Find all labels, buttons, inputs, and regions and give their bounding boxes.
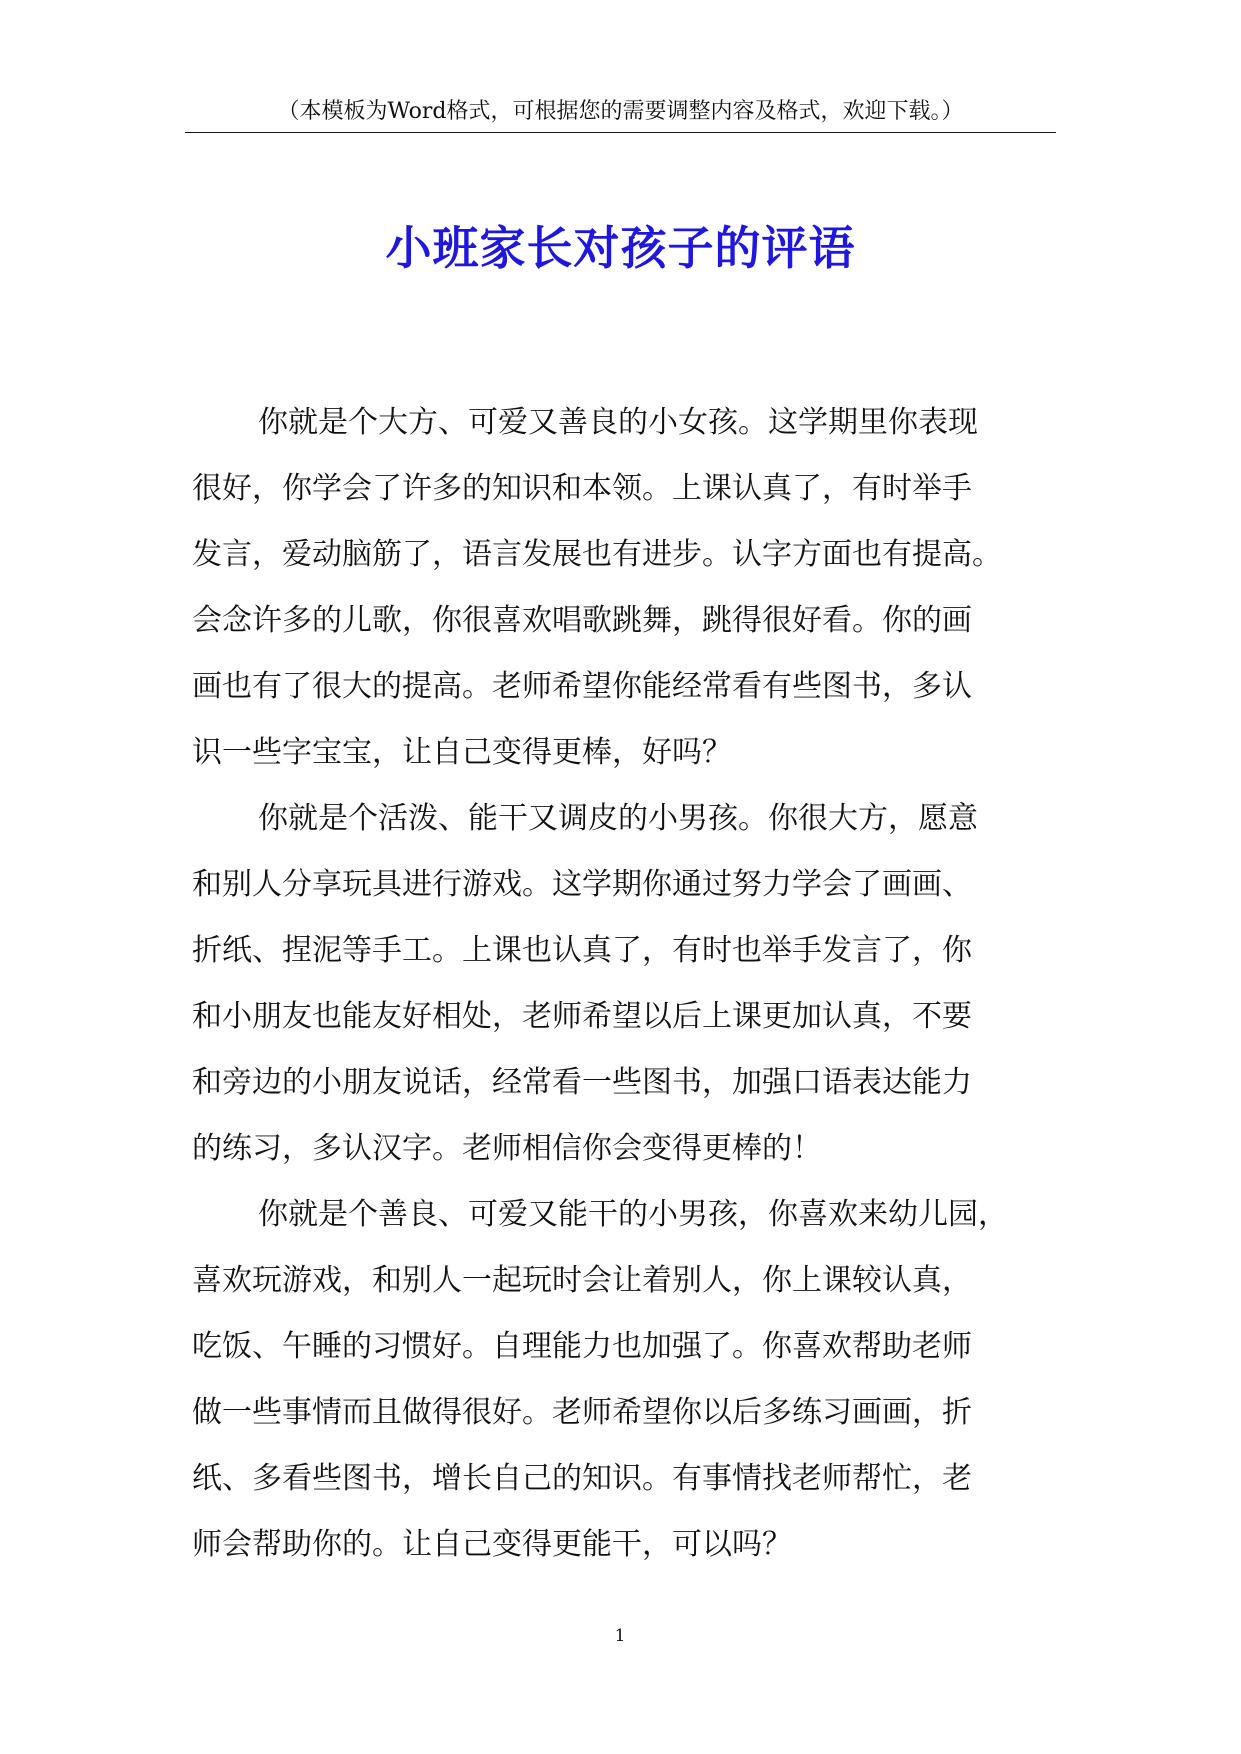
paragraph-1-line-5: 画也有了很大的提高。老师希望你能经常看有些图书，多认 [192, 669, 972, 704]
paragraph-1-line-3: 发言，爱动脑筋了，语言发展也有进步。认字方面也有提高。 [192, 537, 1002, 572]
header-note: （本模板为Word格式，可根据您的需要调整内容及格式，欢迎下载。） [277, 99, 964, 124]
page-number: 1 [614, 1626, 626, 1646]
paragraph-1-line-4: 会念许多的儿歌，你很喜欢唱歌跳舞，跳得很好看。你的画 [192, 603, 972, 638]
paragraph-3-line-4: 做一些事情而且做得很好。老师希望你以后多练习画画，折 [192, 1395, 972, 1430]
paragraph-2-line-6: 的练习，多认汉字。老师相信你会变得更棒的！ [192, 1131, 822, 1166]
paragraph-3-line-3: 吃饭、午睡的习惯好。自理能力也加强了。你喜欢帮助老师 [192, 1329, 972, 1364]
paragraph-1-line-1: 你就是个大方、可爱又善良的小女孩。这学期里你表现 [258, 405, 978, 440]
paragraph-2-line-2: 和别人分享玩具进行游戏。这学期你通过努力学会了画画、 [192, 867, 972, 902]
paragraph-1-line-6: 识一些字宝宝，让自己变得更棒，好吗？ [192, 735, 732, 770]
paragraph-3-line-2: 喜欢玩游戏，和别人一起玩时会让着别人，你上课较认真， [192, 1263, 972, 1298]
paragraph-2-line-3: 折纸、捏泥等手工。上课也认真了，有时也举手发言了，你 [192, 933, 972, 968]
paragraph-1-line-2: 很好，你学会了许多的知识和本领。上课认真了，有时举手 [192, 471, 972, 506]
paragraph-2-line-1: 你就是个活泼、能干又调皮的小男孩。你很大方，愿意 [258, 801, 978, 836]
document-title: 小班家长对孩子的评语 [385, 221, 856, 275]
paragraph-3-line-1: 你就是个善良、可爱又能干的小男孩，你喜欢来幼儿园， [258, 1197, 1008, 1232]
paragraph-2-line-5: 和旁边的小朋友说话，经常看一些图书，加强口语表达能力 [192, 1065, 972, 1100]
document-body [192, 390, 1060, 1578]
paragraph-3-line-5: 纸、多看些图书，增长自己的知识。有事情找老师帮忙，老 [192, 1461, 972, 1496]
header-divider [185, 132, 1056, 133]
paragraph-2-line-4: 和小朋友也能友好相处，老师希望以后上课更加认真，不要 [192, 999, 972, 1034]
paragraph-3-line-6: 师会帮助你的。让自己变得更能干，可以吗？ [192, 1527, 792, 1562]
